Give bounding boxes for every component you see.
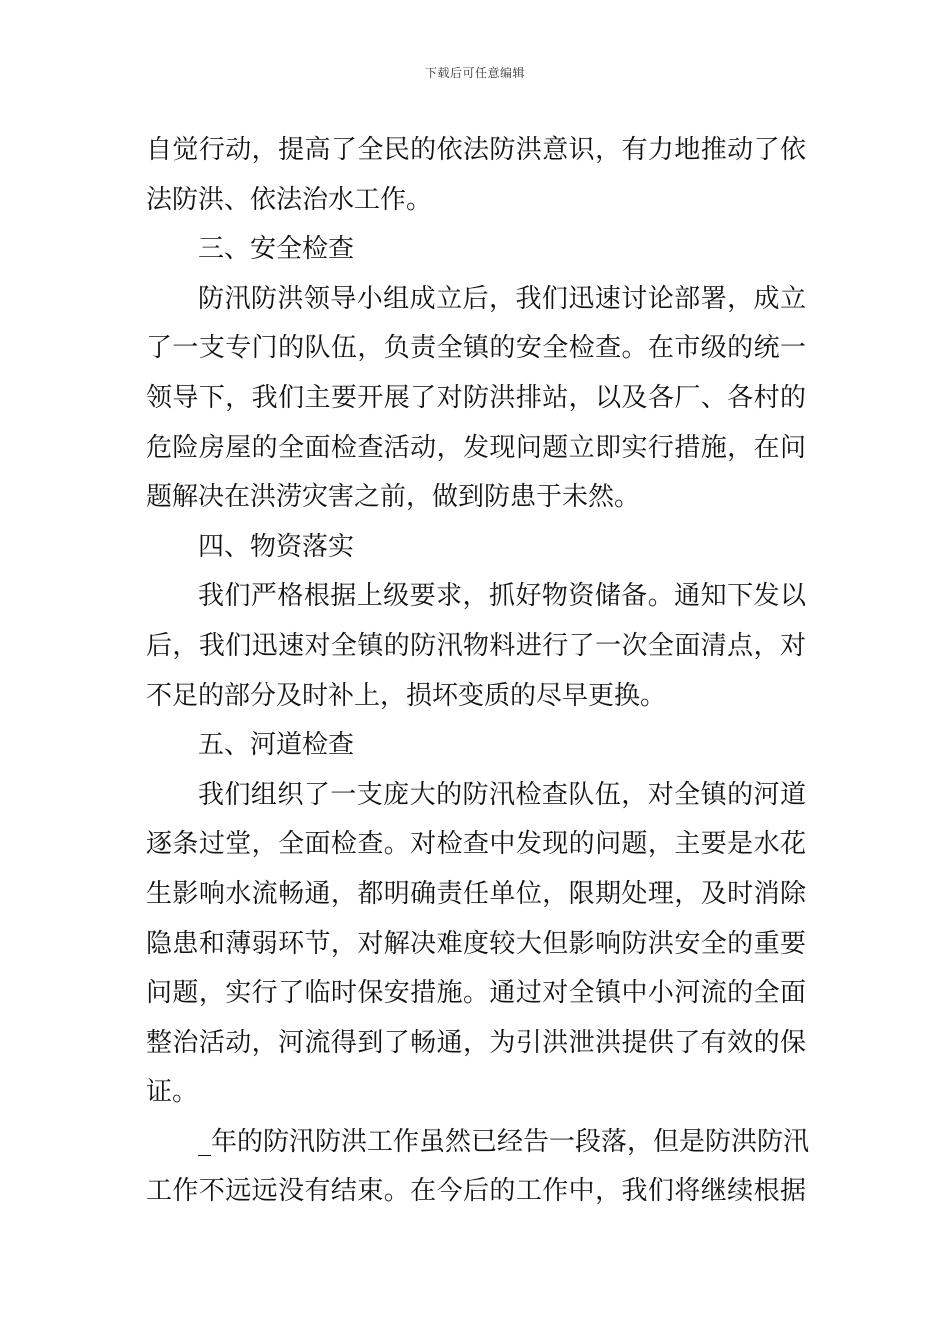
document-body bbox=[146, 126, 810, 1217]
text-line: 问题，实行了临时保安措施。通过对全镇中小河流的全面 bbox=[146, 978, 806, 1009]
text-line: 四、物资落实 bbox=[198, 531, 355, 562]
text-line: 自觉行动，提高了全民的依法防洪意识，有力地推动了依 bbox=[146, 135, 806, 165]
text-line: 五、河道检查 bbox=[198, 730, 355, 761]
text-line: 证。 bbox=[146, 1077, 199, 1108]
text-line: 法防洪、依法治水工作。 bbox=[146, 184, 433, 215]
text-line: 不足的部分及时补上，损坏变质的尽早更换。 bbox=[146, 680, 667, 711]
text-line: 防汛防洪领导小组成立后，我们迅速讨论部署，成立 bbox=[198, 283, 806, 314]
text-line: 工作不远远没有结束。在今后的工作中，我们将继续根据 bbox=[146, 1176, 806, 1207]
text-line: 领导下，我们主要开展了对防洪排站，以及各厂、各村的 bbox=[146, 382, 806, 413]
text-line: 生影响水流畅通，都明确责任单位，限期处理，及时消除 bbox=[146, 878, 806, 909]
text-line: 整治活动，河流得到了畅通，为引洪泄洪提供了有效的保 bbox=[146, 1027, 806, 1058]
text-line: 了一支专门的队伍，负责全镇的安全检查。在市级的统一 bbox=[146, 333, 806, 364]
text-line: 逐条过堂，全面检查。对检查中发现的问题，主要是水花 bbox=[146, 829, 806, 860]
text-line: 我们严格根据上级要求，抓好物资储备。通知下发以 bbox=[198, 581, 806, 612]
text-line: 题解决在洪涝灾害之前，做到防患于未然。 bbox=[146, 482, 641, 513]
text-line: _年的防汛防洪工作虽然已经告一段落，但是防洪防汛 bbox=[198, 1126, 810, 1157]
text-line: 后，我们迅速对全镇的防汛物料进行了一次全面清点，对 bbox=[146, 630, 806, 661]
text-line: 我们组织了一支庞大的防汛检查队伍，对全镇的河道 bbox=[198, 779, 806, 810]
text-line: 危险房屋的全面检查活动，发现问题立即实行措施，在问 bbox=[146, 432, 806, 463]
text-line: 隐患和薄弱环节，对解决难度较大但影响防洪安全的重要 bbox=[146, 928, 806, 959]
text-line: 三、安全检查 bbox=[198, 234, 355, 265]
page-header: 下载后可任意编辑 bbox=[424, 66, 525, 80]
